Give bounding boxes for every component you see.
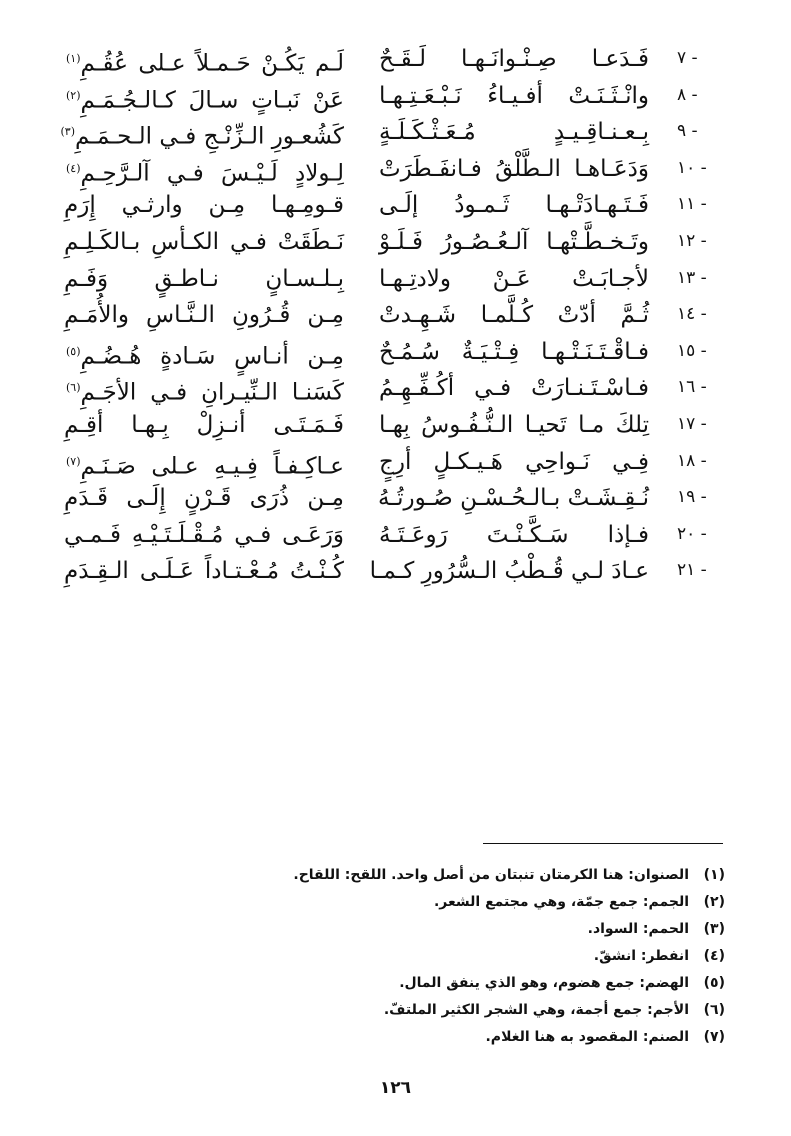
footnote-number: (٥) bbox=[703, 975, 725, 991]
footnote-marker: (٥) bbox=[66, 344, 81, 358]
second-hemistich bbox=[64, 225, 344, 259]
footnote bbox=[65, 889, 725, 916]
second-hemistich bbox=[60, 115, 344, 154]
verse-line bbox=[0, 42, 791, 79]
second-hemistich bbox=[64, 42, 344, 81]
footnote-marker: (٤) bbox=[66, 161, 81, 175]
verse-number: ١٥ - bbox=[677, 340, 707, 361]
second-hemistich-text: فَـمَـتَـى أنـزِلْ بِـهـا أقِـمِ bbox=[64, 411, 344, 438]
first-hemistich: وَدَعَـاهـا الـطَّلْقُ فـانفَـطَرَتْ bbox=[379, 155, 649, 182]
second-hemistich-text: كَشُعـورِ الـزِّنْـجِ فـي الـحـمَـمِ bbox=[74, 123, 344, 150]
footnote bbox=[65, 970, 725, 997]
verse-number: ١٨ - bbox=[677, 450, 707, 471]
footnote-marker: (٦) bbox=[66, 381, 81, 395]
verse-number: ٩ - bbox=[677, 121, 698, 142]
footnote-text: انفطر: انشقّ. bbox=[593, 948, 689, 964]
poem-verses bbox=[0, 42, 791, 591]
second-hemistich bbox=[64, 262, 344, 296]
verse-line bbox=[0, 152, 791, 189]
second-hemistich-text: لِـولادٍ لَـيْـسَ فـي آلـرَّحِـمِ bbox=[80, 160, 344, 187]
second-hemistich bbox=[64, 518, 344, 552]
second-hemistich bbox=[64, 445, 344, 484]
second-hemistich-text: عَنْ نَبـاتٍ سـالَ كـالـجُـمَـمِ bbox=[80, 87, 344, 114]
second-hemistich bbox=[64, 298, 344, 332]
footnote-number: (٣) bbox=[703, 921, 725, 937]
second-hemistich bbox=[64, 79, 344, 118]
first-hemistich: فِـي نَـواحِي هَـيـكـلٍ أرِجٍ bbox=[379, 448, 649, 475]
footnote bbox=[65, 943, 725, 970]
first-hemistich: نُـقِـشَـتْ بـالـحُـسْـنِ صُـورتُـهُ bbox=[378, 485, 649, 512]
footnote-number: (١) bbox=[703, 867, 725, 883]
first-hemistich: تِلكَ مـا تَحيـا الـنُّـفُـوسُ بِهـا bbox=[379, 411, 649, 438]
verse-number: ١٩ - bbox=[677, 487, 707, 508]
second-hemistich-text: مِـن قُـرُونِ الـنَّـاسِ والأُمَـمِ bbox=[64, 302, 344, 329]
second-hemistich bbox=[64, 481, 344, 515]
second-hemistich bbox=[64, 152, 344, 191]
second-hemistich-text: كُـنْـتُ مُـعْـتـاداً عَـلَـى الـقِـدَمِ bbox=[64, 558, 344, 585]
footnote-marker: (٢) bbox=[66, 88, 81, 102]
second-hemistich bbox=[64, 408, 344, 442]
footnote-number: (٧) bbox=[703, 1029, 725, 1045]
first-hemistich: فـاسْـتَـنـارَتْ فـي أكُـفِّـهِـمُ bbox=[379, 375, 649, 402]
verse-line bbox=[0, 481, 791, 518]
footnote-text: الحمم: السواد. bbox=[587, 921, 689, 937]
footnote-marker: (١) bbox=[66, 52, 81, 65]
second-hemistich bbox=[64, 188, 344, 222]
second-hemistich-text: عـاكِـفـاً فِـيـهِ عـلى صَـنَـمِ bbox=[80, 453, 344, 480]
footnote-text: الهضم: جمع هضوم، وهو الذي ينفق المال. bbox=[399, 975, 689, 991]
second-hemistich bbox=[64, 554, 344, 588]
footnote-number: (٤) bbox=[703, 948, 725, 964]
first-hemistich: وانْـثَـنَـتْ أفـيـاءُ نَـبْـعَـتِـهـا bbox=[379, 82, 649, 109]
verse-number: ١٧ - bbox=[677, 413, 707, 434]
verse-number: ١١ - bbox=[677, 194, 707, 215]
verse-line bbox=[0, 115, 791, 152]
second-hemistich bbox=[64, 335, 344, 374]
footnote-marker: (٣) bbox=[60, 125, 75, 139]
verse-line bbox=[0, 445, 791, 482]
second-hemistich-text: نَـطَقَتْ فـي الكـأسِ بـالكَـلِـمِ bbox=[64, 228, 344, 255]
second-hemistich-text: وَرَعَـى فـي مُـقْـلَـتَـيْـهِ فَـمـي bbox=[64, 521, 344, 548]
second-hemistich bbox=[64, 371, 344, 410]
first-hemistich: وتَـخـطَّـتْهـا آلـعُـصُـورُ فَـلَـوْ bbox=[379, 228, 649, 255]
footnote-number: (٢) bbox=[703, 894, 725, 910]
footnote bbox=[65, 916, 725, 943]
verse-number: ١٠ - bbox=[677, 157, 707, 178]
footnote-number: (٦) bbox=[703, 1002, 725, 1018]
first-hemistich: لأجـابَـتْ عَـنْ ولادتِـهـا bbox=[379, 265, 649, 292]
verse-line bbox=[0, 225, 791, 262]
verse-number: ٨ - bbox=[677, 84, 698, 105]
footnote bbox=[65, 1024, 725, 1051]
second-hemistich-text: مِـن ذُرَى قَـرْنٍ إِلَـى قَـدَمِ bbox=[64, 485, 344, 512]
first-hemistich: فـاقْـتَـنَـتْـهـا فِـتْـيَـةٌ سُـمُـحٌ bbox=[379, 338, 649, 365]
first-hemistich: بِـعـنـاقِـيـدٍ مُـعَـثْـكَـلَـةٍ bbox=[379, 119, 649, 146]
footnote-text: الجمم: جمع جمّة، وهي مجتمع الشعر. bbox=[433, 894, 689, 910]
verse-number: ٢٠ - bbox=[677, 523, 707, 544]
footnote bbox=[65, 862, 725, 889]
second-hemistich-text: مِـن أنـاسٍ سَـادةٍ هُـضُـمِ bbox=[80, 343, 344, 370]
footnote-marker: (٧) bbox=[66, 454, 81, 468]
verse-number: ١٢ - bbox=[677, 230, 707, 251]
verse-line bbox=[0, 298, 791, 335]
verse-line bbox=[0, 335, 791, 372]
footnote-divider bbox=[483, 843, 723, 844]
footnotes bbox=[65, 862, 725, 1051]
first-hemistich: فـإذا سَـكَّـنْـتَ رَوعَـتَـهُ bbox=[379, 521, 649, 548]
verse-line bbox=[0, 262, 791, 299]
verse-number: ١٤ - bbox=[677, 304, 707, 325]
verse-number: ١٦ - bbox=[677, 377, 707, 398]
verse-number: ٢١ - bbox=[677, 560, 707, 581]
verse-number: ١٣ - bbox=[677, 267, 707, 288]
first-hemistich: عـادَ لـي قُـطْبُ الـسُّرُورِ كـمـا bbox=[369, 558, 649, 585]
footnote-text: الصنم: المقصود به هنا الغلام. bbox=[485, 1029, 689, 1045]
footnote-text: الأجم: جمع أجمة، وهي الشجر الكثير الملتفّ. bbox=[383, 1002, 689, 1018]
verse-line bbox=[0, 554, 791, 591]
page-number: ١٢٦ bbox=[379, 1078, 412, 1098]
footnote bbox=[65, 997, 725, 1024]
footnote-text: الصنوان: هنا الكرمتان تنبتان من أصل واحد. اللقح: اللقاح. bbox=[293, 867, 689, 883]
first-hemistich: ثُـمَّ أدّتْ كُـلَّمـا شَـهِـدتْ bbox=[379, 302, 649, 329]
second-hemistich-text: قـومِـهـا مِـن وارثـي إِرَمِ bbox=[64, 192, 344, 219]
second-hemistich-text: كَسَنـا الـنِّيـرانِ فـي الأجَـمِ bbox=[80, 380, 344, 406]
verse-line bbox=[0, 188, 791, 225]
verse-line bbox=[0, 79, 791, 116]
first-hemistich: فَـتَـهـادَتْـهـا ثَـمـودُ إلَـى bbox=[379, 192, 649, 219]
second-hemistich-text: لَـم يَكُـنْ حَـمـلاً عـلى عُقُـمِ bbox=[80, 50, 344, 77]
first-hemistich: فَـدَعـا صِـنْـوانَـهـا لَـقَـحٌ bbox=[379, 46, 649, 72]
verse-line bbox=[0, 371, 791, 408]
verse-line bbox=[0, 518, 791, 555]
verse-number: ٧ - bbox=[677, 48, 698, 68]
verse-line bbox=[0, 408, 791, 445]
second-hemistich-text: بِـلـسـانٍ نـاطـقٍ وَفَـمِ bbox=[64, 265, 344, 292]
